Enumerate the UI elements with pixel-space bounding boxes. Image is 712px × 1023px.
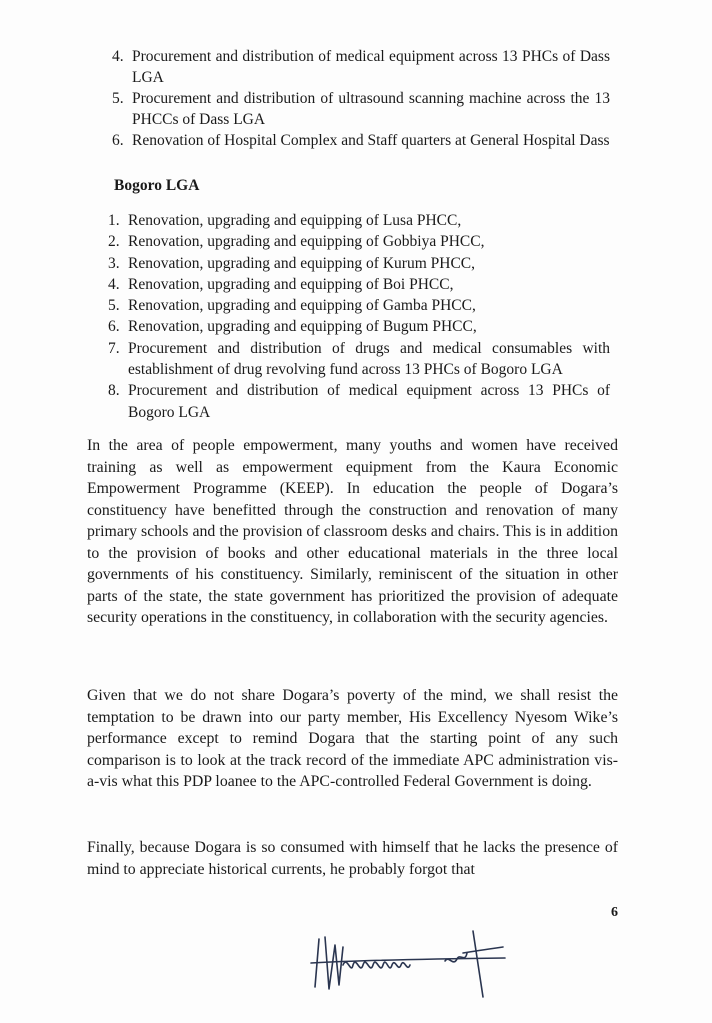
list-item: 4. Renovation, upgrading and equipping of Boi PHCC, bbox=[108, 275, 454, 293]
list-item: 7. Procurement and distribution of drugs and medical consumables with establishment of drug revolving fund across 13 PHCs of Bogoro LGA bbox=[108, 339, 610, 379]
paragraph-finally: Finally, because Dogara is so consumed with himself that he lacks the presence of mind to appreciate historical currents, he probably forgot that bbox=[87, 839, 618, 878]
bogoro-lga-heading: Bogoro LGA bbox=[114, 177, 200, 194]
list-item: 8. Procurement and distribution of medical equipment across 13 PHCs of Bogoro LGA bbox=[108, 382, 610, 421]
list-item: 6. Renovation of Hospital Complex and Staff quarters at General Hospital Dass bbox=[112, 132, 610, 149]
list-item: 5. Procurement and distribution of ultrasound scanning machine across the 13 PHCCs of Dass LGA bbox=[112, 90, 610, 128]
list-item: 6. Renovation, upgrading and equipping of Bugum PHCC, bbox=[108, 318, 477, 336]
list-item: 1. Renovation, upgrading and equipping of Lusa PHCC, bbox=[108, 212, 462, 229]
list-item: 3. Renovation, upgrading and equipping of Kurum PHCC, bbox=[108, 254, 475, 272]
page-number: 6 bbox=[611, 905, 618, 920]
list-item: 4. Procurement and distribution of medical equipment across 13 PHCs of Dass LGA bbox=[112, 48, 610, 86]
dass-lga-list bbox=[112, 46, 610, 151]
bogoro-lga-list bbox=[108, 210, 610, 423]
signature-icon bbox=[305, 925, 525, 1005]
paragraph-comparison: Given that we do not share Dogara’s poverty of the mind, we shall resist the temptation to be drawn into our party member, His Excellency Nyesom Wike’s performance except to remind Dogara that the starting point of any such comparison is to look at the track record of the immediate APC administration vis-a-vis what this PDP loanee to the APC-controlled Federal Government is doing. bbox=[87, 687, 618, 790]
paragraph-empowerment: In the area of people empowerment, many youths and women have received training as well as empowerment equipment from the Kaura Economic Empowerment Programme (KEEP). In education the people of Dogara’s constituency have benefitted through the construction and renovation of many primary schools and the provision of classroom desks and chairs. This is in addition to the provision of books and other educational materials in the three local governments of his constituency. Similarly, reminiscent of the situation in other parts of the state, the state government has prioritized the provision of adequate security operations in the constituency, in collaboration with the security agencies. bbox=[87, 437, 618, 626]
list-item: 2. Renovation, upgrading and equipping of Gobbiya PHCC, bbox=[108, 233, 485, 251]
list-item: 5. Renovation, upgrading and equipping of Gamba PHCC, bbox=[108, 297, 476, 315]
